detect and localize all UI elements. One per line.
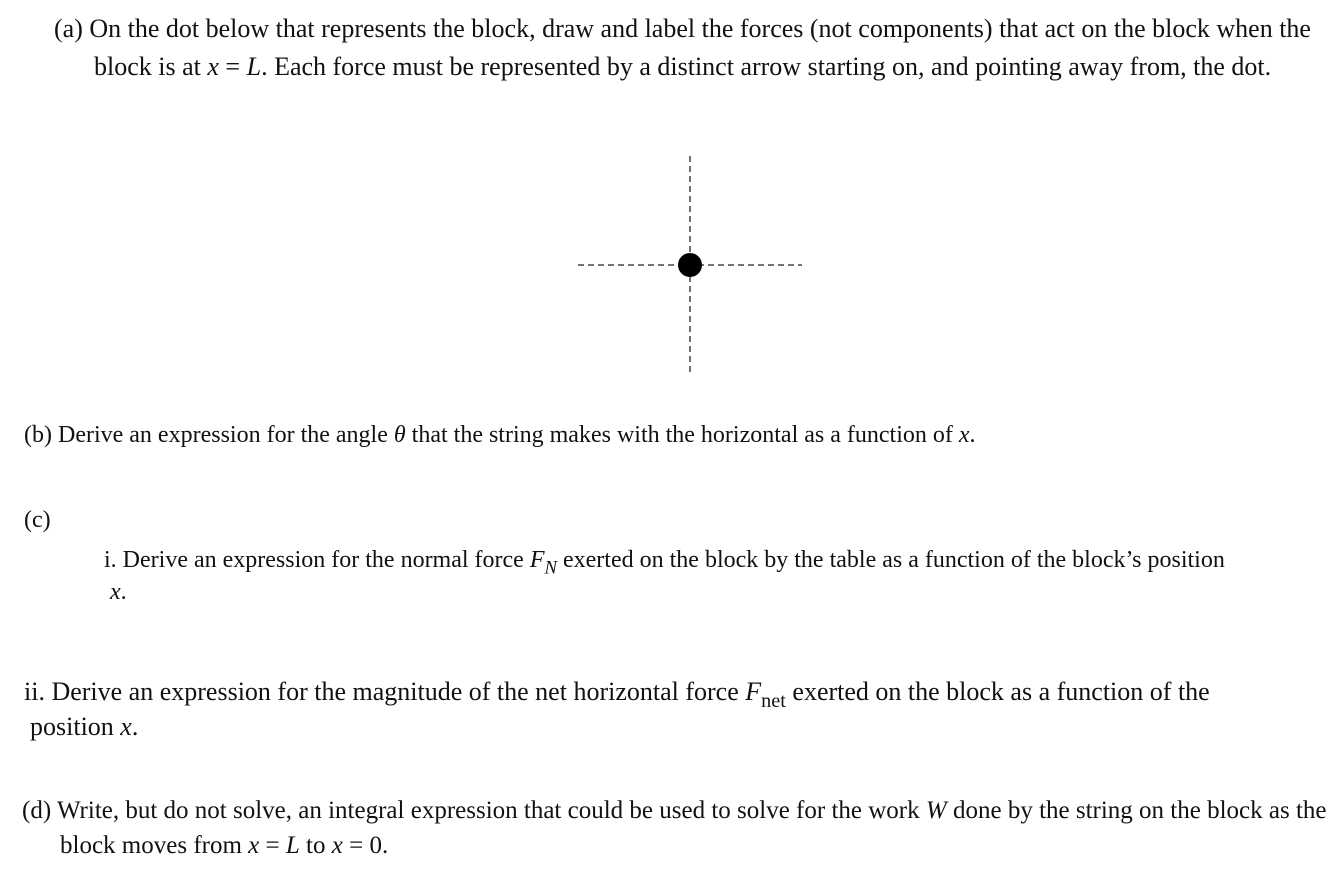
free-body-diagram[interactable] (560, 140, 820, 390)
part-a-value-l: L (246, 52, 262, 81)
part-d-text-continued: done by the string on the block as the block moves from (60, 797, 1327, 859)
question-part-d (22, 793, 1331, 863)
normal-force-subscript: N (544, 557, 557, 579)
part-d-value-l: L (285, 832, 300, 859)
part-d-text: (d) Write, but do not solve, an integral expression that could be used to solve for the work (22, 797, 926, 824)
part-a-equals: = (218, 52, 247, 81)
part-d-period: . (381, 832, 389, 859)
part-c-ii-variable-x: x (120, 712, 132, 741)
question-part-c-ii (24, 674, 1230, 744)
question-part-a (54, 10, 1331, 86)
question-part-b (24, 418, 1304, 452)
part-a-text-continued: . Each force must be represented by a distinct arrow starting on, and pointing away from, the dot. (261, 52, 1272, 81)
part-c-ii-text-continued: exerted on the block as a function of the position (30, 677, 1210, 741)
net-force-symbol: F (745, 677, 762, 706)
part-d-variable-x-end: x (331, 832, 343, 859)
part-d-equals-end: = (342, 832, 370, 859)
block-dot[interactable] (678, 253, 702, 277)
part-b-text-continued: that the string makes with the horizontal as a function of (405, 422, 959, 448)
part-c-ii-period: . (131, 712, 139, 741)
part-d-equals-start: = (259, 832, 286, 859)
normal-force-symbol: F (529, 547, 545, 573)
part-d-to-word: to (299, 832, 332, 859)
part-b-theta: θ (393, 422, 406, 448)
part-c-i-period: . (120, 579, 127, 605)
part-a-variable-x: x (207, 52, 219, 81)
part-d-variable-x-start: x (248, 832, 260, 859)
part-c-i-variable-x: x (110, 579, 121, 605)
part-c-ii-text: ii. Derive an expression for the magnitude of the net horizontal force (24, 677, 746, 706)
work-symbol: W (925, 797, 947, 824)
part-c-i-text: i. Derive an expression for the normal force (104, 547, 530, 573)
part-b-text: (b) Derive an expression for the angle (24, 422, 394, 448)
part-b-variable-x: x (958, 422, 970, 448)
part-b-period: . (969, 422, 976, 448)
question-part-c-label: (c) (24, 507, 51, 533)
part-c-i-text-continued: exerted on the block by the table as a function of the block’s position (557, 547, 1225, 573)
question-part-c-i (104, 544, 1230, 608)
part-a-text: (a) On the dot below that represents the block, draw and label the forces (not components) that act on the block when the block is at (54, 14, 1311, 81)
net-force-subscript: net (761, 690, 786, 713)
part-d-value-zero: 0 (369, 832, 382, 859)
